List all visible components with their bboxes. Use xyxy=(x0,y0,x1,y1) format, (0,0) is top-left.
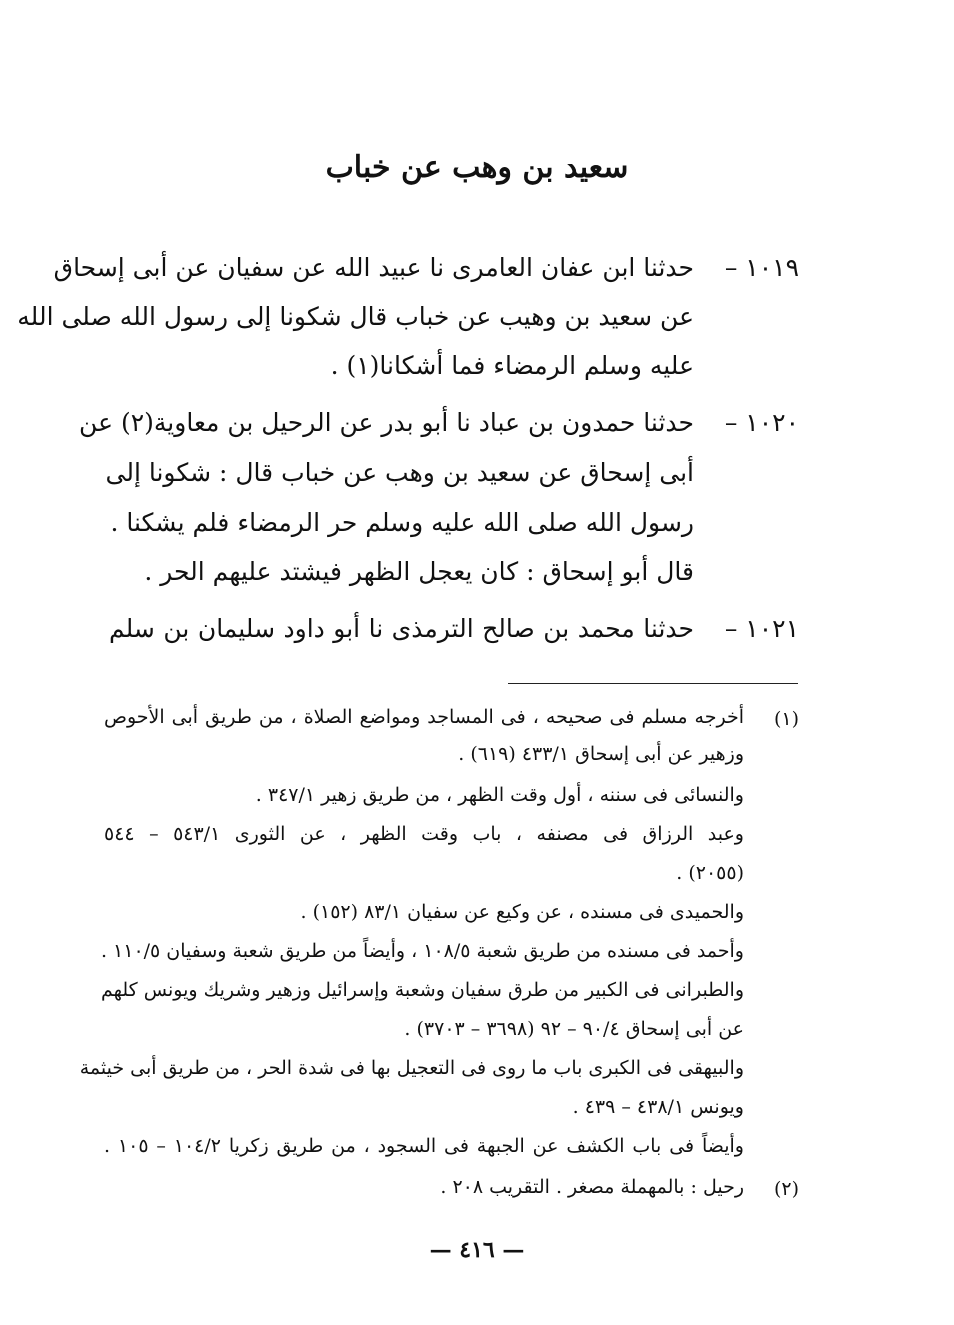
hadith-line: عليه وسلم الرمضاء فما أشكانا(١) . xyxy=(330,351,694,380)
hadith-line: أبى إسحاق عن سعيد بن وهب عن خباب قال : شكونا إلى xyxy=(105,458,694,487)
footnote-line: وعبد الرزاق فى مصنفه ، باب وقت الظهر ، عن الثورى ٥٤٣/١ – ٥٤٤ xyxy=(104,823,744,845)
footnote-marker: (١) xyxy=(773,708,799,730)
footnote-line: وزهير عن أبى إسحاق ٤٣٣/١ (٦١٩) . xyxy=(458,743,744,765)
footnote-separator xyxy=(508,683,798,684)
hadith-line: حدثنا ابن عفان العامرى نا عبيد الله عن سفيان عن أبى إسحاق xyxy=(53,253,694,282)
hadith-line: عن سعيد بن وهيب عن خباب قال شكونا إلى رسول الله صلى الله xyxy=(17,302,694,331)
hadith-number: ١٠١٩ – xyxy=(724,253,799,282)
footnote-line: ويونس ٤٣٨/١ – ٤٣٩ . xyxy=(572,1096,744,1118)
footnote-line: والبيهقى فى الكبرى باب ما روى فى التعجيل بها فى شدة الحر ، من طريق أبى خيثمة xyxy=(79,1057,744,1079)
hadith-line: رسول الله صلى الله عليه وسلم حر الرمضاء فلم يشكنا . xyxy=(110,508,694,537)
footnote-line: والطبرانى فى الكبير من طرق سفيان وشعبة وإسرائيل وزهير وشريك ويونس كلهم xyxy=(100,979,744,1001)
chapter-title: سعيد بن وهب عن خباب xyxy=(325,150,629,185)
hadith-line: حدثنا محمد بن صالح الترمذى نا أبو داود سليمان بن سلم xyxy=(109,614,694,643)
footnote-line: والنسائى فى سننه ، أول وقت الظهر ، من طريق زهير ٣٤٧/١ . xyxy=(255,784,744,806)
footnote-line: (٢٠٥٥) . xyxy=(676,862,744,884)
footnote-line: عن أبى إسحاق ٩٠/٤ – ٩٢ (٣٦٩٨ – ٣٧٠٣) . xyxy=(404,1018,744,1040)
page-number: — ٤١٦ — xyxy=(429,1237,525,1263)
footnote-marker: (٢) xyxy=(773,1178,799,1200)
hadith-line: قال أبو إسحاق : كان يعجل الظهر فيشتد عليهم الحر . xyxy=(144,557,694,586)
footnote-line: وأحمد فى مسنده من طريق شعبة ١٠٨/٥ ، وأيضاً من طريق شعبة وسفيان ١١٠/٥ . xyxy=(100,940,744,962)
hadith-line: حدثنا حمدون بن عباد نا أبو بدر عن الرحيل بن معاوية(٢) عن xyxy=(79,408,694,437)
footnote-line: والحميدى فى مسنده ، عن وكيع عن سفيان ٨٣/١ (١٥٢) . xyxy=(300,901,744,923)
footnote-line: رحيل : بالمهملة مصغر . التقريب ٢٠٨ . xyxy=(440,1176,744,1198)
footnote-line: وأيضاً فى باب الكشف عن الجبهة فى السجود ، من طريق زكريا ١٠٤/٢ – ١٠٥ . xyxy=(104,1135,744,1157)
hadith-number: ١٠٢١ – xyxy=(724,614,799,643)
hadith-number: ١٠٢٠ – xyxy=(724,408,799,437)
footnote-line: أخرجه مسلم فى صحيحه ، فى المساجد ومواضع الصلاة ، من طريق أبى الأحوص xyxy=(104,706,744,728)
